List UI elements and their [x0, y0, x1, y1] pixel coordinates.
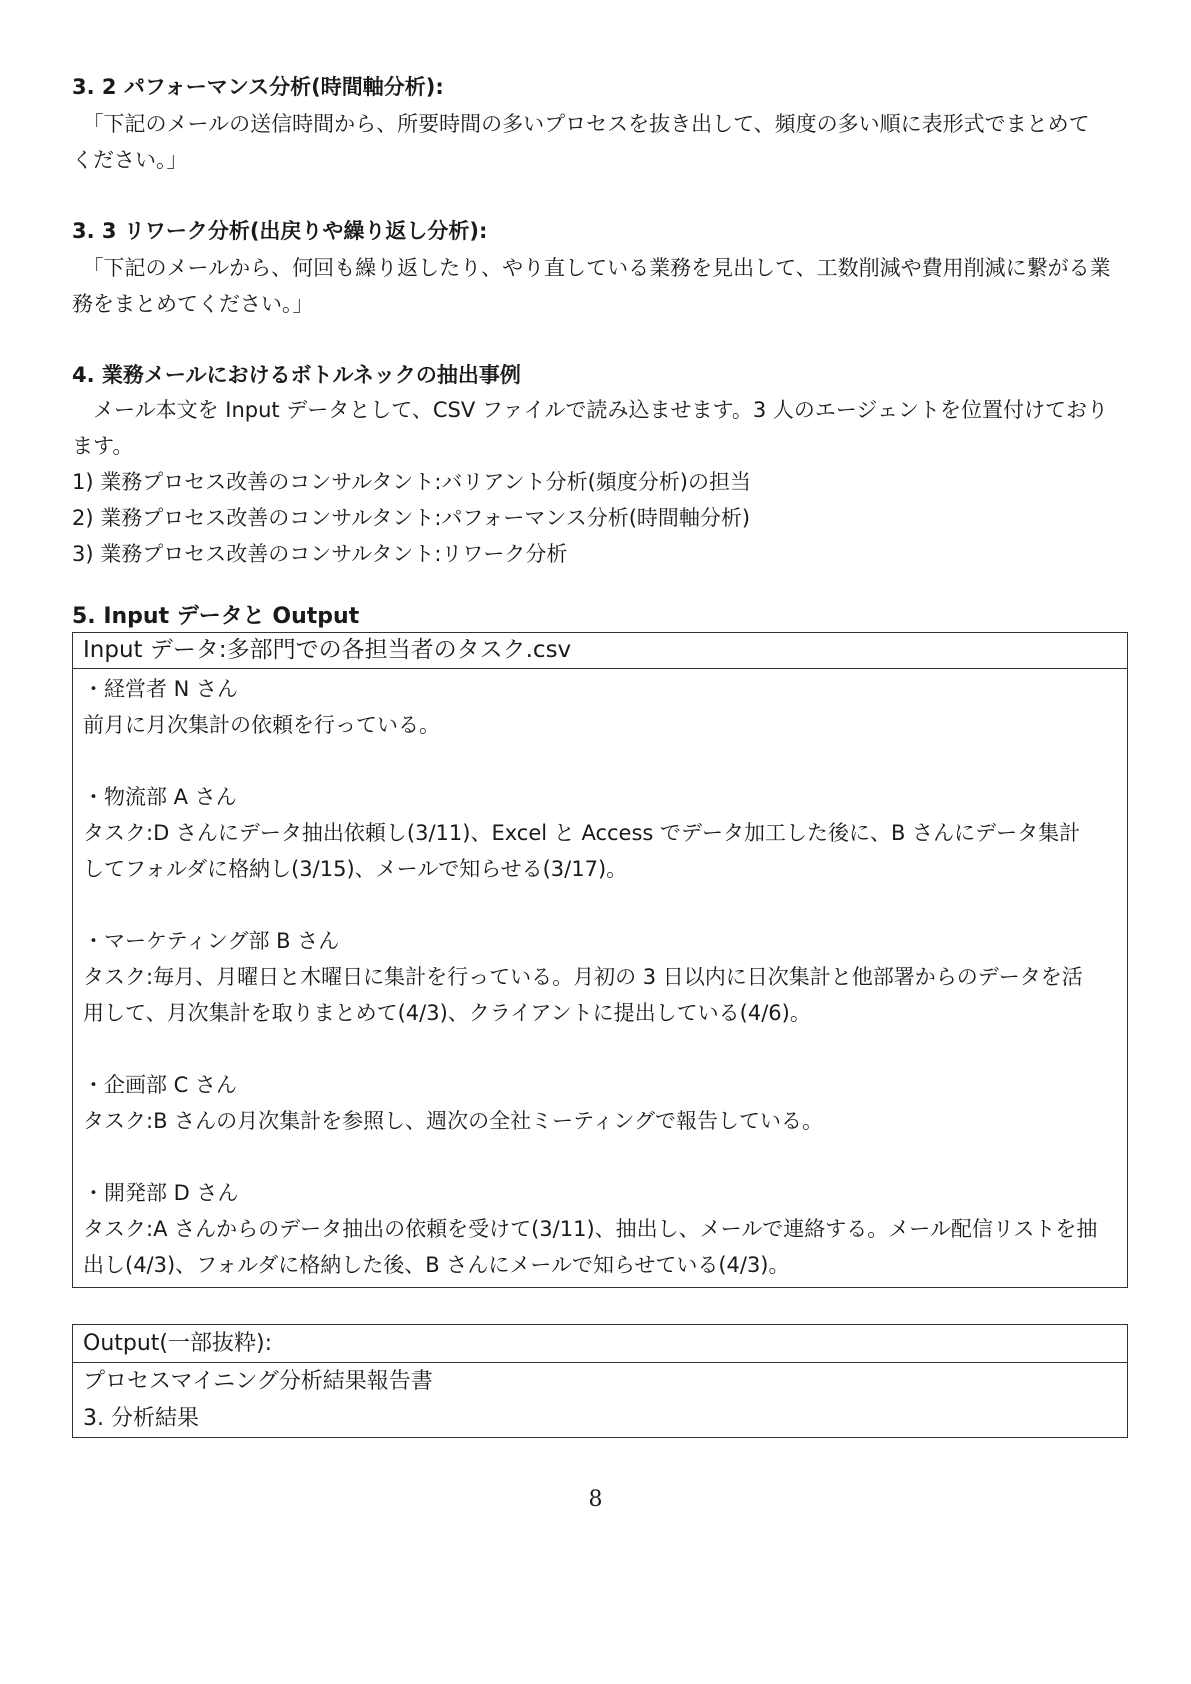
section-4-line-2: ます。 — [72, 434, 134, 458]
section-3-3-heading: 3. 3 リワーク分析(出戻りや繰り返し分析): — [72, 219, 488, 243]
section-4-list-item-1: 1) 業務プロセス改善のコンサルタント:バリアント分析(頻度分析)の担当 — [72, 470, 751, 494]
input-data-box-title: Input データ:多部門での各担当者のタスク.csv — [73, 633, 1127, 669]
entry-person: ・開発部 D さん — [83, 1181, 239, 1205]
output-box-row: プロセスマイニング分析結果報告書 — [73, 1362, 1127, 1400]
page-number: 8 — [588, 1487, 603, 1512]
section-3-3-line-2: 務をまとめてください。」 — [72, 292, 314, 316]
entry-person: ・物流部 A さん — [83, 785, 237, 809]
entry-person: ・マーケティング部 B さん — [83, 929, 340, 953]
entry-task-line: してフォルダに格納し(3/15)、メールで知らせる(3/17)。 — [83, 857, 628, 881]
entry-task-line: 出し(4/3)、フォルダに格納した後、B さんにメールで知らせている(4/3)。 — [83, 1253, 790, 1277]
section-3-2-heading: 3. 2 パフォーマンス分析(時間軸分析): — [72, 75, 444, 99]
entry-task-line: 前月に月次集計の依頼を行っている。 — [83, 713, 440, 737]
section-3-2-line-1: 「下記のメールの送信時間から、所要時間の多いプロセスを抜き出して、頻度の多い順に表形式でまとめて — [82, 112, 1090, 136]
entry-task-line: タスク:A さんからのデータ抽出の依頼を受けて(3/11)、抽出し、メールで連絡する。メール配信リストを抽 — [83, 1217, 1098, 1241]
section-5-heading: 5. Input データと Output — [72, 604, 360, 629]
section-4-heading: 4. 業務メールにおけるボトルネックの抽出事例 — [72, 363, 521, 387]
entry-task-line: タスク:B さんの月次集計を参照し、週次の全社ミーティングで報告している。 — [83, 1109, 824, 1133]
output-box — [72, 1324, 1128, 1438]
section-4-list-item-3: 3) 業務プロセス改善のコンサルタント:リワーク分析 — [72, 542, 568, 566]
input-data-box — [72, 632, 1128, 1288]
section-3-2-line-2: ください。」 — [72, 148, 188, 172]
section-4-line-1: メール本文を Input データとして、CSV ファイルで読み込ませます。3 人のエージェントを位置付けており — [93, 398, 1109, 422]
entry-person: ・経営者 N さん — [83, 677, 239, 701]
output-box-row: 3. 分析結果 — [83, 1406, 199, 1431]
document-page — [72, 72, 1128, 1438]
entry-task-line: タスク:毎月、月曜日と木曜日に集計を行っている。月初の 3 日以内に日次集計と他部署からのデータを活 — [83, 965, 1083, 989]
input-data-box-body — [73, 669, 1127, 1287]
output-box-title: Output(一部抜粋): — [83, 1331, 272, 1356]
entry-task-line: タスク:D さんにデータ抽出依頼し(3/11)、Excel と Access でデータ加工した後に、B さんにデータ集計 — [83, 821, 1081, 845]
section-3-3-line-1: 「下記のメールから、何回も繰り返したり、やり直している業務を見出して、工数削減や費用削減に繋がる業 — [82, 256, 1111, 280]
entry-task-line: 用して、月次集計を取りまとめて(4/3)、クライアントに提出している(4/6)。 — [83, 1001, 811, 1025]
section-4-list-item-2: 2) 業務プロセス改善のコンサルタント:パフォーマンス分析(時間軸分析) — [72, 506, 751, 530]
entry-person: ・企画部 C さん — [83, 1073, 238, 1097]
